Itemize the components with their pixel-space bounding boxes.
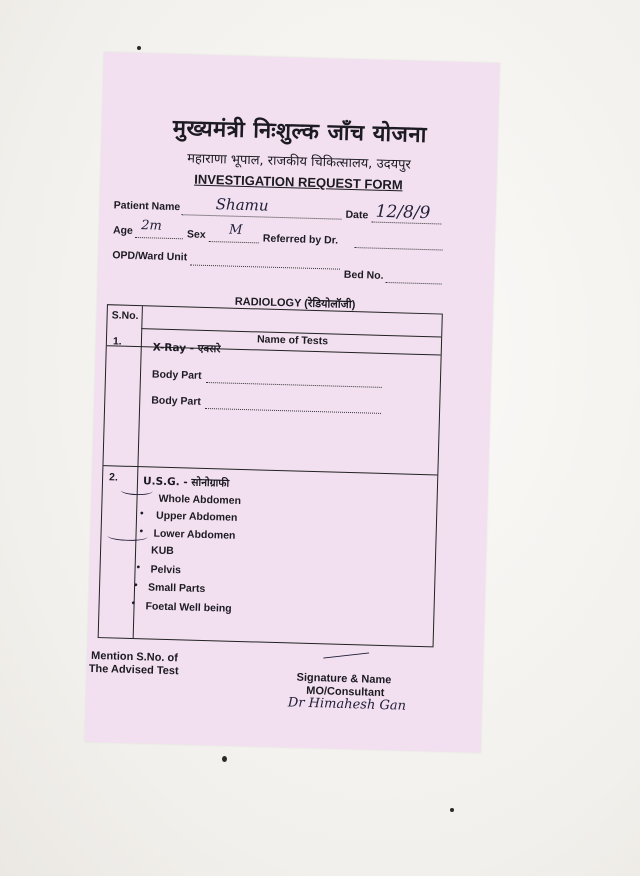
- body-part-label-2: Body Part: [151, 394, 202, 408]
- bullet: •: [136, 562, 141, 574]
- tests-table: [98, 304, 443, 647]
- signature-label-line2: MO/Consultant: [306, 684, 385, 700]
- date-label: Date: [345, 208, 369, 222]
- patient-name-handwritten: Shamu: [215, 195, 269, 215]
- signature-label-line1: Signature & Name: [296, 671, 392, 687]
- body-part-line-1: [206, 382, 382, 388]
- age-line: [135, 237, 183, 239]
- sex-handwritten: M: [228, 222, 243, 238]
- doctor-name-handwritten: Dr Himahesh Gan: [287, 695, 407, 714]
- usg-item-upper-abdomen: Upper Abdomen: [155, 509, 238, 524]
- row1-sno: 1.: [112, 335, 122, 348]
- age-label: Age: [112, 224, 134, 237]
- body-part-label-1: Body Part: [151, 368, 202, 382]
- mention-sno-line1: Mention S.No. of: [90, 649, 179, 665]
- bullet: •: [131, 597, 136, 610]
- usg-item-whole-abdomen: Whole Abdomen: [158, 492, 242, 507]
- usg-item-foetal-well-being: Foetal Well being: [145, 600, 232, 615]
- bed-no-line: [386, 282, 442, 285]
- sex-label: Sex: [186, 228, 206, 241]
- xray-title: X-Ray - एक्सरे: [152, 341, 221, 356]
- date-handwritten: 12/8/9: [375, 201, 431, 224]
- scheme-title-hindi: मुख्यमंत्री निःशुल्क जाँच योजना: [172, 115, 428, 149]
- usg-item-lower-abdomen: Lower Abdomen: [153, 527, 236, 542]
- opd-ward-line: [190, 264, 340, 269]
- bullet: •: [133, 580, 138, 592]
- sex-line: [209, 241, 259, 243]
- mention-sno-line2: The Advised Test: [88, 662, 179, 678]
- sno-header: S.No.: [111, 309, 139, 323]
- radiology-section-title: RADIOLOGY (रेडियोलॉजी): [234, 295, 356, 312]
- referred-by-label: Referred by Dr.: [262, 232, 339, 247]
- form-title: INVESTIGATION REQUEST FORM: [194, 171, 403, 193]
- bullet: •: [139, 508, 144, 520]
- body-part-line-2: [205, 408, 381, 414]
- scan-speck: [450, 808, 454, 812]
- usg-item-small-parts: Small Parts: [147, 581, 206, 596]
- usg-item-pelvis: Pelvis: [150, 563, 182, 577]
- opd-ward-label: OPD/Ward Unit: [112, 249, 188, 264]
- usg-title: U.S.G. - सोनोग्राफी: [142, 475, 230, 490]
- patient-name-label: Patient Name: [113, 199, 181, 214]
- hospital-name-hindi: महाराणा भूपाल, राजकीय चिकित्सालय, उदयपुर: [186, 151, 412, 173]
- age-handwritten: 2m: [140, 218, 162, 234]
- scan-speck: [137, 46, 141, 50]
- usg-item-kub: KUB: [150, 544, 175, 558]
- bullet: •: [139, 526, 144, 538]
- scan-speck: [222, 756, 227, 762]
- row2-sno: 2.: [108, 471, 119, 484]
- signature-scribble: [323, 652, 369, 658]
- patient-name-line: [181, 214, 341, 219]
- referred-by-line: [355, 247, 443, 250]
- handwritten-tick-mark: [107, 531, 147, 541]
- investigation-request-form: [85, 52, 500, 753]
- tests-header: Name of Tests: [256, 333, 329, 348]
- handwritten-tick-mark: [121, 486, 153, 496]
- bed-no-label: Bed No.: [343, 268, 384, 282]
